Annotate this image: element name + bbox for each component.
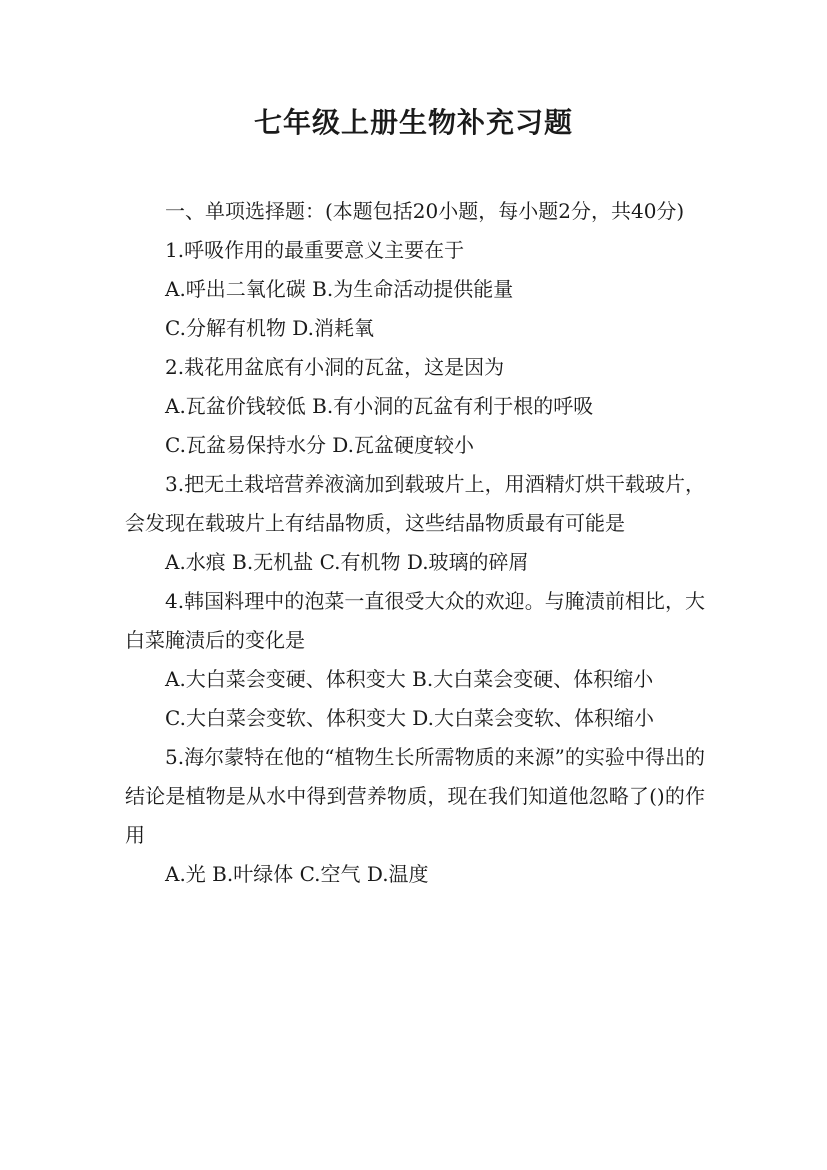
question-2-option-line-2: C.瓦盆易保持水分 D.瓦盆硬度较小 xyxy=(165,433,474,457)
question-4-option-line-1: A.大白菜会变硬、体积变大 B.大白菜会变硬、体积缩小 xyxy=(165,667,654,691)
question-1-stem: 1.呼吸作用的最重要意义主要在于 xyxy=(165,238,465,262)
page-title: 七年级上册生物补充习题 xyxy=(253,106,573,139)
question-4-stem: 4.韩国料理中的泡菜一直很受大众的欢迎。与腌渍前相比，大白菜腌渍后的变化是 xyxy=(125,589,705,652)
question-3-stem: 3.把无土栽培营养液滴加到载玻片上，用酒精灯烘干载玻片，会发现在载玻片上有结晶物质，这些结晶物质最有可能是 xyxy=(125,472,705,535)
question-3-option-line-1: A.水痕 B.无机盐 C.有机物 D.玻璃的碎屑 xyxy=(165,550,529,574)
document-body xyxy=(125,192,705,894)
question-5-stem: 5.海尔蒙特在他的“植物生长所需物质的来源”的实验中得出的结论是植物是从水中得到营养物质，现在我们知道他忽略了()的作用 xyxy=(125,745,705,847)
question-1-option-line-1: A.呼出二氧化碳 B.为生命活动提供能量 xyxy=(165,277,514,301)
question-4-option-line-2: C.大白菜会变软、体积变大 D.大白菜会变软、体积缩小 xyxy=(165,706,654,730)
question-5-option-line-1: A.光 B.叶绿体 C.空气 D.温度 xyxy=(165,862,429,886)
question-1-option-line-2: C.分解有机物 D.消耗氧 xyxy=(165,316,374,340)
question-2-stem: 2.栽花用盆底有小洞的瓦盆，这是因为 xyxy=(165,355,505,379)
question-2-option-line-1: A.瓦盆价钱较低 B.有小洞的瓦盆有利于根的呼吸 xyxy=(165,394,594,418)
section-heading: 一、单项选择题：(本题包括20小题，每小题2分，共40分) xyxy=(165,199,685,223)
